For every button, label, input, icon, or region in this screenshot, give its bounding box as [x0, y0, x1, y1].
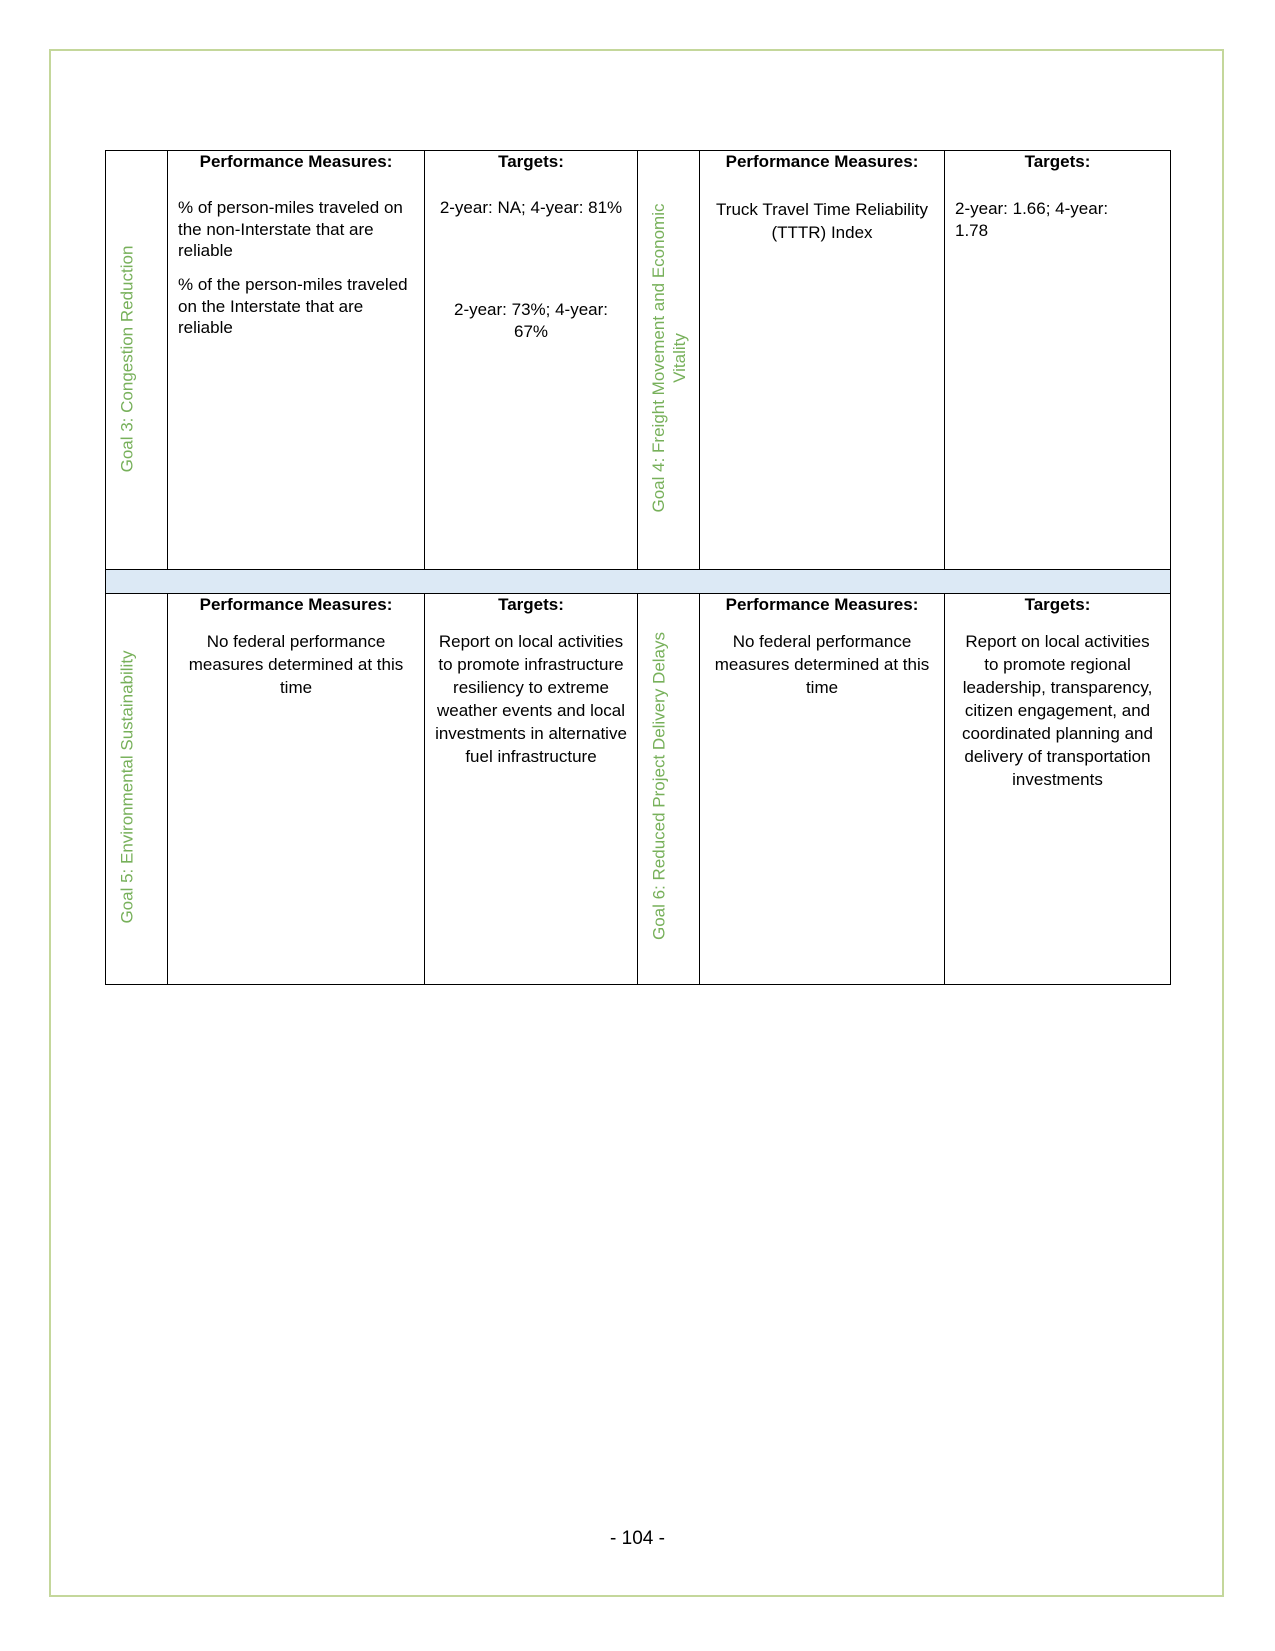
goal-4-label [648, 204, 690, 513]
target-text: Report on local activities to promote regional leadership, transparency, citizen engagement, and coordinated planning and delivery of transportation investments [962, 632, 1153, 789]
goal-6-label: Goal 6: Reduced Project Delivery Delays [649, 631, 669, 941]
target-text: 2-year: NA; 4-year: 81% [439, 198, 623, 217]
col-line [699, 150, 700, 570]
target-text: 2-year: 73%; 4-year: 67% [453, 300, 608, 341]
table-border-right [1170, 150, 1171, 985]
measure-text: No federal performance measures determined at this time [714, 632, 930, 697]
targets-header: Targets: [498, 595, 564, 614]
goal-5-label: Goal 5: Environmental Sustainability [117, 650, 137, 924]
table-border-bottom [105, 984, 1171, 985]
target-text: Report on local activities to promote infrastructure resiliency to extreme weather events and local investments in alternative fuel infrastructure [435, 632, 627, 766]
col-line [637, 150, 638, 570]
measures-header: Performance Measures: [199, 152, 393, 171]
row-separator [105, 569, 1170, 593]
targets-header: Targets: [1024, 595, 1091, 614]
measures-header: Performance Measures: [725, 595, 919, 614]
col-line [699, 593, 700, 985]
row2-top-line [105, 593, 1171, 594]
goal-4-label-line2: Vitality [670, 333, 689, 383]
measure-text: % of the person-miles traveled on the Interstate that are reliable [178, 275, 408, 337]
measures-header: Performance Measures: [199, 595, 393, 614]
target-text: 2-year: 1.66; 4-year: 1.78 [955, 199, 1109, 240]
table-border-top [105, 150, 1171, 151]
col-line [944, 150, 945, 570]
targets-header: Targets: [498, 152, 564, 171]
table-border-left [105, 150, 106, 985]
measures-header: Performance Measures: [725, 152, 919, 171]
col-line [637, 593, 638, 985]
measure-text: Truck Travel Time Reliability (TTTR) Index [716, 200, 928, 242]
measure-text: No federal performance measures determined at this time [188, 632, 404, 697]
col-line [167, 593, 168, 985]
goal-4-label-line1: Goal 4: Freight Movement and Economic [649, 203, 668, 513]
targets-header: Targets: [1024, 152, 1091, 171]
col-line [424, 593, 425, 985]
col-line [424, 150, 425, 570]
measure-text: % of person-miles traveled on the non-Interstate that are reliable [178, 198, 403, 260]
row1-bottom-line [105, 569, 1171, 570]
page-number: - 104 - [610, 1528, 665, 1549]
col-line [167, 150, 168, 570]
goal-3-label: Goal 3: Congestion Reduction [117, 245, 137, 473]
col-line [944, 593, 945, 985]
